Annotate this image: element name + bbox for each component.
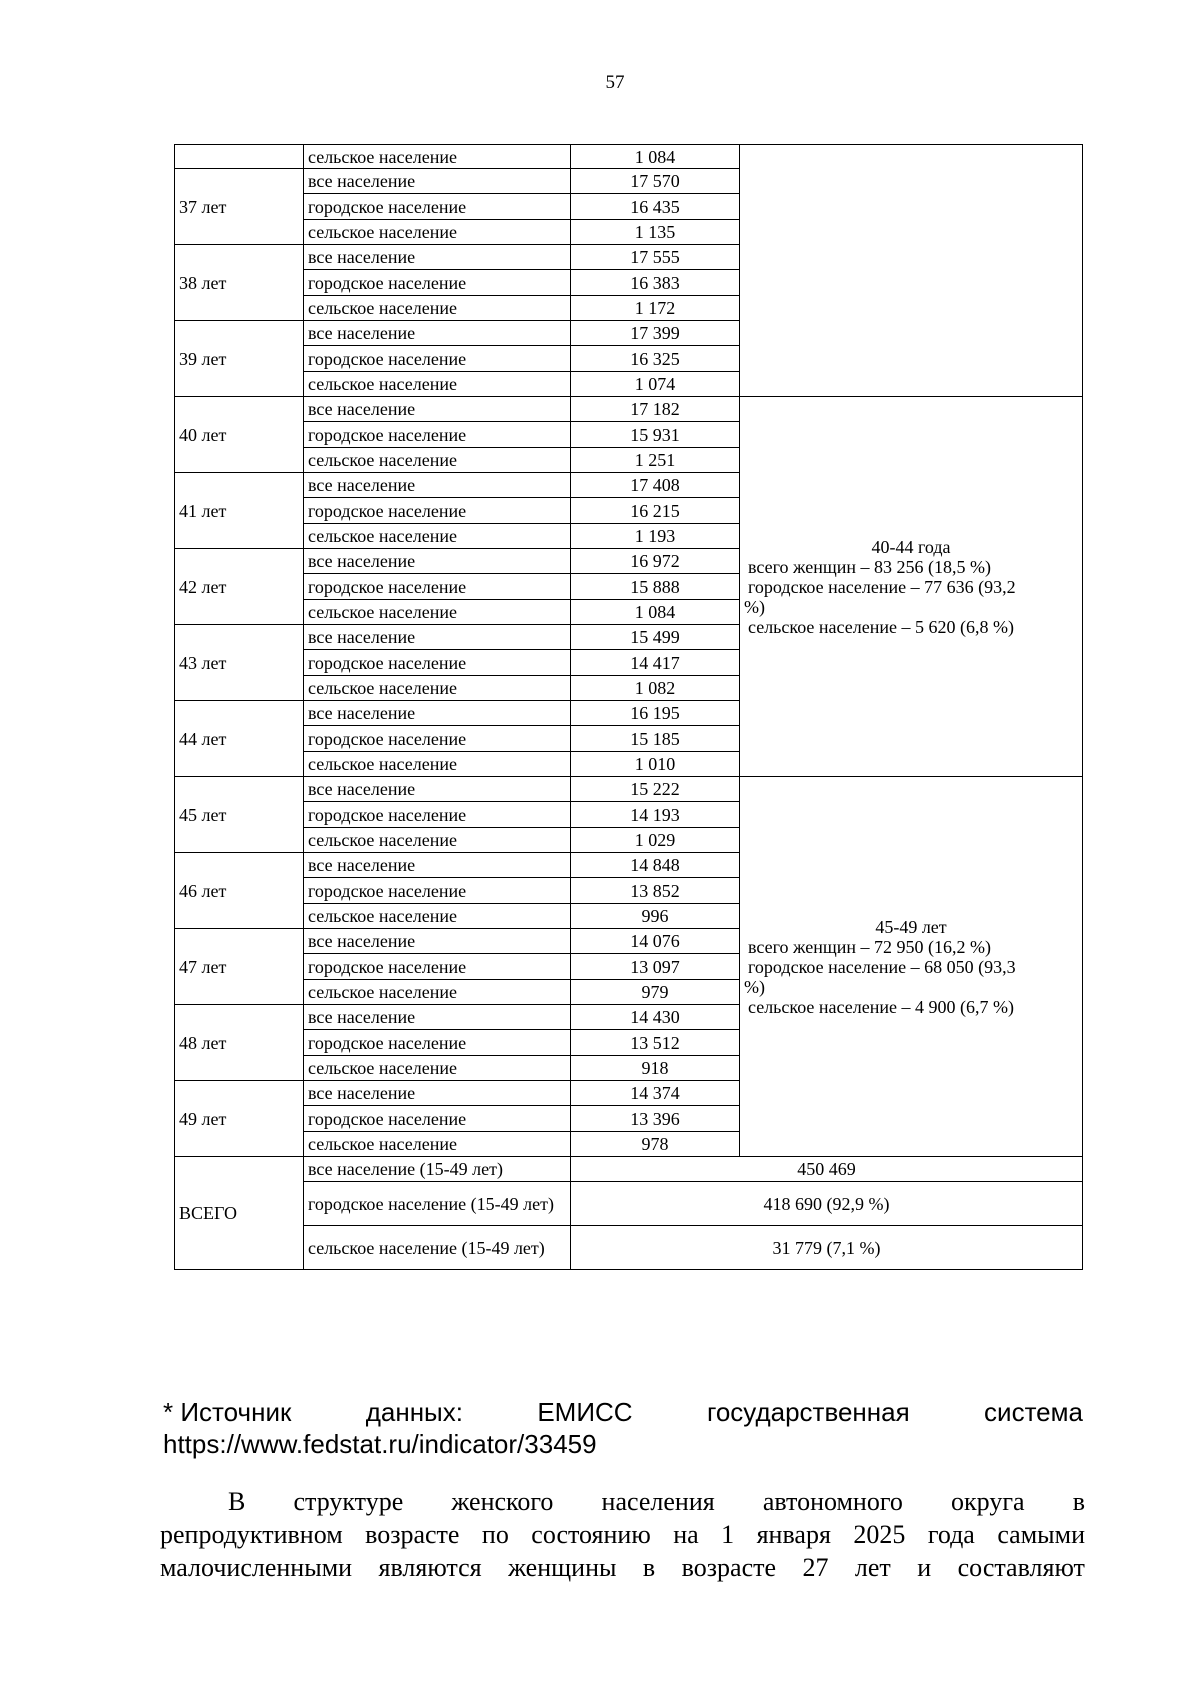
population-value: 15 499 [571,625,740,650]
population-kind: все население [304,549,571,574]
population-kind: все население [304,1005,571,1030]
population-value: 1 029 [571,828,740,853]
summary-line: %) [744,596,765,617]
population-kind: городское население [304,574,571,600]
population-kind: городское население [304,878,571,904]
population-value: 1 251 [571,448,740,473]
population-kind: сельское население [304,296,571,321]
population-value: 14 417 [571,650,740,676]
population-value: 16 972 [571,549,740,574]
paragraph-line [160,1485,1085,1518]
total-row [175,1157,1083,1182]
word: являются [378,1553,482,1582]
source-word: данных: [365,1397,463,1427]
word: малочисленными [160,1553,353,1582]
population-value: 978 [571,1132,740,1157]
population-value: 16 325 [571,346,740,372]
word: возрасте [365,1520,460,1549]
page-number: 57 [605,72,625,93]
population-value: 14 848 [571,853,740,878]
population-kind: все население [304,777,571,802]
age-cell: 44 лет [175,701,304,777]
population-value: 979 [571,980,740,1005]
age-cell: 37 лет [175,169,304,245]
population-value: 1 172 [571,296,740,321]
age-cell: 39 лет [175,321,304,397]
age-cell: 38 лет [175,245,304,321]
paragraph-line [160,1518,1085,1551]
population-value: 14 430 [571,1005,740,1030]
total-value: 418 690 (92,9 %) [571,1182,1083,1226]
population-kind: городское население [304,802,571,828]
population-kind: городское население [304,346,571,372]
population-kind: городское население [304,422,571,448]
word: женщины [508,1553,617,1582]
source-word: * Источник [163,1397,292,1427]
word: года [927,1520,975,1549]
summary-line: городское население – 68 050 (93,3 [748,956,1016,977]
population-value: 13 852 [571,878,740,904]
age-cell: 47 лет [175,929,304,1005]
total-label: ВСЕГО [175,1157,304,1270]
total-value: 31 779 (7,1 %) [571,1226,1083,1270]
word: 27 [802,1553,829,1582]
population-kind: сельское население [304,600,571,625]
population-value: 16 435 [571,194,740,220]
empty-summary [740,145,1083,397]
population-value: 17 555 [571,245,740,270]
body-paragraph [160,1485,1085,1584]
population-value: 1 084 [571,145,740,169]
population-value: 16 383 [571,270,740,296]
population-value: 15 222 [571,777,740,802]
source-label [163,1396,1083,1428]
population-kind: сельское население [304,448,571,473]
population-value: 17 399 [571,321,740,346]
population-value: 14 193 [571,802,740,828]
summary-line: всего женщин – 72 950 (16,2 %) [748,936,991,957]
population-value: 16 215 [571,498,740,524]
word: состоянию [531,1520,651,1549]
population-kind: сельское население [304,1056,571,1081]
population-kind: все население [304,1081,571,1106]
summary-line: сельское население – 4 900 (6,7 %) [748,996,1014,1017]
population-value: 1 084 [571,600,740,625]
population-value: 14 076 [571,929,740,954]
population-kind: сельское население [304,220,571,245]
word: самыми [997,1520,1085,1549]
age-cell: 42 лет [175,549,304,625]
population-value: 13 512 [571,1030,740,1056]
population-kind: все население [304,625,571,650]
word: населения [601,1487,715,1516]
word: по [481,1520,509,1549]
word: и [917,1553,932,1582]
population-kind: все население [304,853,571,878]
word: репродуктивном [160,1520,343,1549]
population-value: 17 570 [571,169,740,194]
age-group-summary [740,397,1083,777]
population-value: 16 195 [571,701,740,726]
population-kind: городское население [304,726,571,752]
word: января [756,1520,831,1549]
population-value: 14 374 [571,1081,740,1106]
summary-line: всего женщин – 83 256 (18,5 %) [748,556,991,577]
word: женского [451,1487,554,1516]
population-kind: сельское население [304,372,571,397]
age-cell: 43 лет [175,625,304,701]
age-cell: 49 лет [175,1081,304,1157]
total-kind: сельское население (15-49 лет) [304,1226,571,1270]
population-value: 1 082 [571,676,740,701]
population-kind: сельское население [304,904,571,929]
population-kind: все население [304,473,571,498]
word: автономного [762,1487,903,1516]
summary-line: городское население – 77 636 (93,2 [748,576,1016,597]
population-kind: все население [304,701,571,726]
population-value: 17 408 [571,473,740,498]
table-row [175,397,1083,422]
total-kind: все население (15-49 лет) [304,1157,571,1182]
age-cell: 41 лет [175,473,304,549]
population-kind: сельское население [304,145,571,169]
source-word: ЕМИСС [537,1397,633,1427]
population-value: 1 135 [571,220,740,245]
age-cell [175,145,304,169]
source-word: система [984,1397,1083,1427]
population-value: 918 [571,1056,740,1081]
population-kind: городское население [304,954,571,980]
population-value: 1 193 [571,524,740,549]
age-cell: 46 лет [175,853,304,929]
population-kind: сельское население [304,828,571,853]
population-value: 13 396 [571,1106,740,1132]
population-kind: все население [304,321,571,346]
population-value: 15 888 [571,574,740,600]
age-cell: 48 лет [175,1005,304,1081]
population-kind: сельское население [304,1132,571,1157]
population-kind: все население [304,245,571,270]
word: В [228,1487,246,1516]
population-kind: городское население [304,650,571,676]
population-kind: городское население [304,194,571,220]
word: лет [854,1553,891,1582]
population-kind: городское население [304,1106,571,1132]
summary-line: сельское население – 5 620 (6,8 %) [748,616,1014,637]
paragraph-line [160,1551,1085,1584]
population-value: 15 185 [571,726,740,752]
age-cell: 40 лет [175,397,304,473]
population-value: 13 097 [571,954,740,980]
source-url[interactable]: https://www.fedstat.ru/indicator/33459 [163,1429,597,1459]
source-word: государственная [706,1397,910,1427]
population-kind: городское население [304,270,571,296]
population-table [174,144,1083,1270]
total-row [175,1226,1083,1270]
population-kind: все население [304,169,571,194]
word: возрасте [681,1553,777,1582]
word: в [1072,1487,1085,1516]
word: 2025 [853,1520,906,1549]
word: на [673,1520,699,1549]
summary-title: 45-49 лет [875,916,947,937]
population-kind: все население [304,929,571,954]
age-group-summary [740,777,1083,1157]
population-value: 15 931 [571,422,740,448]
total-kind: городское население (15-49 лет) [304,1182,571,1226]
population-kind: городское население [304,498,571,524]
population-kind: сельское население [304,676,571,701]
population-value: 1 074 [571,372,740,397]
population-value: 17 182 [571,397,740,422]
population-kind: сельское население [304,752,571,777]
word: округа [951,1487,1025,1516]
population-kind: сельское население [304,980,571,1005]
age-cell: 45 лет [175,777,304,853]
population-value: 1 010 [571,752,740,777]
population-kind: все население [304,397,571,422]
total-row [175,1182,1083,1226]
population-value: 996 [571,904,740,929]
population-kind: сельское население [304,524,571,549]
word: 1 [721,1520,735,1549]
source-note [163,1396,1083,1460]
population-kind: городское население [304,1030,571,1056]
table-row [175,145,1083,169]
word: в [642,1553,656,1582]
summary-line: %) [744,976,765,997]
word: структуре [293,1487,404,1516]
summary-title: 40-44 года [871,536,951,557]
table-row [175,777,1083,802]
total-value: 450 469 [571,1157,1083,1182]
word: составляют [957,1553,1085,1582]
